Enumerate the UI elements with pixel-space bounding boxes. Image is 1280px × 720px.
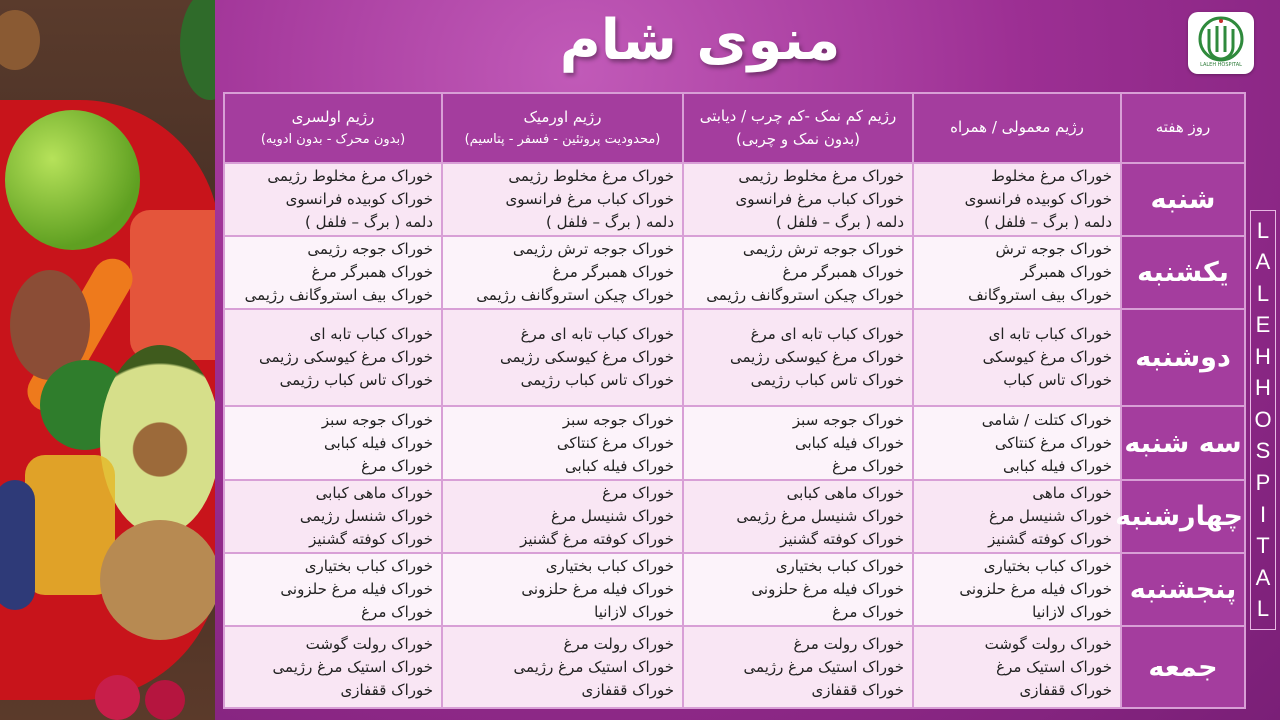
salmon — [130, 210, 215, 360]
dish: خوراک ققفازی — [1019, 680, 1112, 699]
dish: خوراک ققفازی — [811, 680, 904, 699]
ulcer-cell — [224, 163, 442, 236]
dish: خوراک کوفته گشنیز — [988, 530, 1112, 548]
dish: خوراک کباب مرغ فرانسوی — [735, 190, 904, 208]
dish: خوراک جوجه رژیمی — [307, 240, 433, 258]
dish: خوراک کباب بختیاری — [983, 557, 1112, 575]
header-lowsalt-sub: (بدون نمک و چربی) — [735, 130, 861, 148]
header-lowsalt-title: رژیم کم نمک -کم چرب / دیابتی — [699, 106, 897, 125]
dinner-menu-table — [223, 92, 1246, 709]
side-letter: A — [1255, 564, 1271, 590]
dish: دلمه ( برگ – فلفل ) — [546, 213, 674, 231]
uremic-cell — [442, 163, 683, 236]
dish: خوراک مرغ مخلوط رژیمی — [267, 167, 433, 185]
dish: خوراک چیکن استروگانف رژیمی — [476, 286, 674, 304]
normal-cell — [913, 309, 1121, 406]
side-letter: S — [1255, 438, 1271, 464]
dish: خوراک ققفازی — [581, 680, 674, 699]
table-row — [224, 553, 1245, 626]
header-normal-diet: رژیم معمولی / همراه — [913, 93, 1121, 163]
dish: خوراک فیله مرغ حلزونی — [959, 580, 1112, 598]
table-header-row — [224, 93, 1245, 163]
day-cell: پنجشنبه — [1121, 553, 1245, 626]
side-letter: O — [1254, 406, 1272, 432]
dish: خوراک کباب بختیاری — [545, 557, 674, 575]
dish: خوراک کوبیده فرانسوی — [964, 190, 1112, 208]
dish: خوراک مرغ — [602, 484, 674, 502]
ulcer-cell — [224, 309, 442, 406]
side-letter: H — [1255, 343, 1271, 369]
dish: خوراک ماهی — [1032, 484, 1112, 502]
ulcer-cell — [224, 626, 442, 708]
dish: خوراک لازانیا — [1032, 603, 1112, 621]
dish: خوراک تاس کباب رژیمی — [279, 371, 433, 389]
dish: خوراک جوجه سبز — [562, 410, 674, 429]
lowsalt-cell — [683, 309, 913, 406]
table-row — [224, 163, 1245, 236]
header-ulcer-title: رژیم اولسری — [291, 108, 375, 127]
uremic-cell — [442, 309, 683, 406]
header-lowsalt-diet — [683, 93, 913, 163]
uremic-cell — [442, 406, 683, 480]
normal-cell — [913, 553, 1121, 626]
dish: خوراک مرغ کنتاکی — [994, 433, 1112, 452]
dish: خوراک ماهی کبابی — [315, 484, 433, 502]
side-brand-text — [1250, 210, 1276, 630]
side-letter: T — [1256, 533, 1270, 559]
dish: دلمه ( برگ – فلفل ) — [776, 213, 904, 231]
dish: خوراک فیله کبابی — [323, 433, 433, 452]
blueberries — [0, 480, 35, 610]
normal-cell — [913, 236, 1121, 309]
side-letter: L — [1256, 280, 1270, 306]
food-photo — [0, 0, 215, 720]
header-day: روز هفته — [1121, 93, 1245, 163]
day-cell: چهارشنبه — [1121, 480, 1245, 553]
side-letter: I — [1259, 501, 1267, 527]
dish: خوراک فیله مرغ حلزونی — [521, 580, 674, 598]
dish: خوراک فیله کبابی — [794, 433, 904, 452]
dish: خوراک کباب تابه ای — [309, 325, 433, 343]
dish: خوراک جوجه ترش رژیمی — [512, 240, 674, 258]
header-uremic-sub: (محدودیت پروتئین - فسفر - پتاسیم) — [464, 131, 661, 147]
normal-cell — [913, 406, 1121, 480]
laleh-logo-icon — [1197, 16, 1245, 62]
dish: خوراک جوجه ترش — [995, 240, 1112, 258]
header-ulcer-diet — [224, 93, 442, 163]
raspberry — [95, 675, 140, 720]
dish: خوراک کباب تابه ای مرغ — [750, 325, 904, 343]
side-letter: P — [1255, 470, 1271, 496]
lowsalt-cell — [683, 163, 913, 236]
dish: خوراک جوجه سبز — [321, 410, 433, 429]
dish: خوراک تاس کباب رژیمی — [520, 371, 674, 389]
page-title: منوی شام — [559, 8, 841, 73]
day-cell: جمعه — [1121, 626, 1245, 708]
lowsalt-cell — [683, 480, 913, 553]
dish: خوراک استیک مرغ رژیمی — [513, 657, 674, 676]
dish: خوراک کوفته گشنیز — [309, 530, 433, 548]
dish: خوراک کوبیده فرانسوی — [285, 190, 433, 208]
table-row — [224, 236, 1245, 309]
normal-cell — [913, 626, 1121, 708]
dish: خوراک رولت مرغ — [793, 634, 904, 653]
dish: خوراک مرغ — [361, 456, 433, 475]
dish: خوراک فیله مرغ حلزونی — [280, 580, 433, 598]
dish: خوراک رولت مرغ — [563, 634, 674, 653]
dish: خوراک فیله کبابی — [1002, 456, 1112, 475]
raspberry-2 — [145, 680, 185, 720]
dish: خوراک چیکن استروگانف رژیمی — [706, 286, 904, 304]
dish: خوراک شنسل رژیمی — [299, 507, 433, 525]
normal-cell — [913, 163, 1121, 236]
side-letter: L — [1256, 217, 1270, 243]
dish: خوراک فیله کبابی — [564, 456, 674, 475]
dish: خوراک کباب مرغ فرانسوی — [505, 190, 674, 208]
dish: دلمه ( برگ – فلفل ) — [984, 213, 1112, 231]
ulcer-cell — [224, 480, 442, 553]
dish: خوراک شنیسل مرغ — [988, 507, 1112, 525]
day-cell: دوشنبه — [1121, 309, 1245, 406]
table-row — [224, 406, 1245, 480]
dish: خوراک ماهی کبابی — [786, 484, 904, 502]
header-uremic-title: رژیم اورمیک — [523, 108, 602, 127]
dish: خوراک کوفته گشنیز — [780, 530, 904, 548]
dish: خوراک همبرگر — [1020, 263, 1112, 281]
dish: دلمه ( برگ – فلفل ) — [305, 213, 433, 231]
dish: خوراک بیف استروگانف — [968, 286, 1112, 304]
dish: خوراک تاس کباب — [1003, 371, 1112, 389]
dish: خوراک کباب تابه ای — [988, 325, 1112, 343]
dish: خوراک مرغ کیوسکی رژیمی — [729, 348, 904, 366]
dish: خوراک همبرگر مرغ — [782, 263, 904, 281]
dish: خوراک کتلت / شامی — [981, 410, 1112, 429]
walnut — [0, 10, 40, 70]
header-ulcer-sub: (بدون محرک - بدون ادویه) — [260, 131, 406, 147]
dish: خوراک همبرگر مرغ — [552, 263, 674, 281]
uremic-cell — [442, 480, 683, 553]
dish: خوراک مرغ مخلوط رژیمی — [738, 167, 904, 185]
dish: خوراک مرغ کیوسکی رژیمی — [499, 348, 674, 366]
dish: خوراک مرغ مخلوط رژیمی — [508, 167, 674, 185]
dish: خوراک ققفازی — [340, 680, 433, 699]
dish: خوراک تاس کباب رژیمی — [750, 371, 904, 389]
uremic-cell — [442, 626, 683, 708]
dish: خوراک مرغ — [361, 603, 433, 621]
dish: خوراک شنیسل مرغ — [550, 507, 674, 525]
lowsalt-cell — [683, 236, 913, 309]
dish: خوراک بیف استروگانف رژیمی — [244, 286, 433, 304]
dish: خوراک جوجه سبز — [792, 410, 904, 429]
side-letter: H — [1255, 375, 1271, 401]
avocado — [100, 345, 215, 535]
green-apple — [5, 110, 140, 250]
normal-cell — [913, 480, 1121, 553]
ulcer-cell — [224, 236, 442, 309]
lowsalt-cell — [683, 553, 913, 626]
dish: خوراک استیک مرغ رژیمی — [743, 657, 904, 676]
dish: خوراک کباب بختیاری — [775, 557, 904, 575]
dish: خوراک کوفته مرغ گشنیز — [520, 530, 674, 548]
dish: خوراک مرغ مخلوط — [991, 167, 1112, 185]
day-cell: شنبه — [1121, 163, 1245, 236]
day-cell: یکشنبه — [1121, 236, 1245, 309]
side-letter: A — [1255, 249, 1271, 275]
dish: خوراک مرغ — [832, 456, 904, 475]
dish: خوراک همبرگر مرغ — [311, 263, 433, 281]
dish: خوراک رولت گوشت — [984, 634, 1112, 653]
uremic-cell — [442, 236, 683, 309]
dish: خوراک شنیسل مرغ رژیمی — [736, 507, 904, 525]
dish: خوراک مرغ کنتاکی — [556, 433, 674, 452]
dish: خوراک جوجه ترش رژیمی — [742, 240, 904, 258]
dish: خوراک مرغ کیوسکی — [982, 348, 1112, 366]
dish: خوراک استیک مرغ — [996, 657, 1112, 676]
table-row — [224, 480, 1245, 553]
table-row — [224, 309, 1245, 406]
dish: خوراک استیک مرغ رژیمی — [272, 657, 433, 676]
hospital-logo — [1188, 12, 1254, 74]
ulcer-cell — [224, 406, 442, 480]
ulcer-cell — [224, 553, 442, 626]
dish: خوراک رولت گوشت — [305, 634, 433, 653]
header-uremic-diet — [442, 93, 683, 163]
uremic-cell — [442, 553, 683, 626]
dish: خوراک فیله مرغ حلزونی — [751, 580, 904, 598]
dish: خوراک مرغ — [832, 603, 904, 621]
broccoli-top — [180, 0, 215, 100]
logo-caption: LALEH HOSPITAL — [1200, 62, 1242, 68]
day-cell: سه شنبه — [1121, 406, 1245, 480]
lowsalt-cell — [683, 626, 913, 708]
dish: خوراک لازانیا — [594, 603, 674, 621]
table-row — [224, 626, 1245, 708]
dish: خوراک کباب بختیاری — [304, 557, 433, 575]
dish: خوراک کباب تابه ای مرغ — [520, 325, 674, 343]
side-letter: E — [1255, 312, 1271, 338]
dish: خوراک مرغ کیوسکی رژیمی — [258, 348, 433, 366]
lowsalt-cell — [683, 406, 913, 480]
grains — [100, 520, 215, 640]
side-letter: L — [1256, 596, 1270, 622]
